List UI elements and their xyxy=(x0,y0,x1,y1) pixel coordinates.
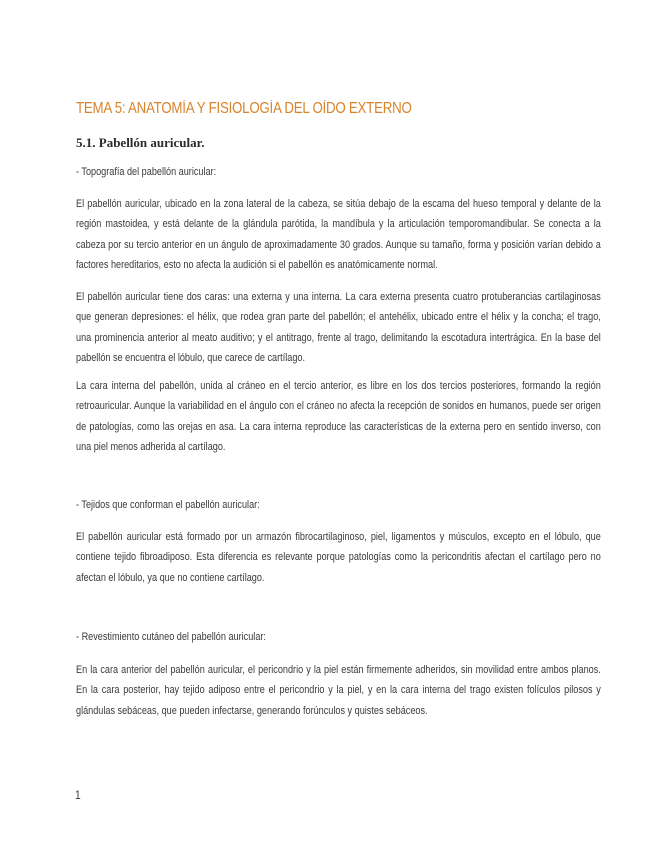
paragraph-block-caras xyxy=(76,287,601,369)
document-title: TEMA 5: ANATOMÍA Y FISIOLOGÍA DEL OÍDO EXTERNO xyxy=(76,100,412,117)
paragraph-block-cara-interna xyxy=(76,376,601,458)
paragraph-block-topografia xyxy=(76,194,601,276)
paragraph-block-tejidos xyxy=(76,527,601,588)
paragraph: En la cara anterior del pabellón auricular, el pericondrio y la piel están firmemente adheridos, sin movilidad entre ambos planos. En la cara posterior, hay tejido adiposo entre el pericondrio y la piel, y en la cara interna del trago existen folículos pilosos y glándulas sebáceas, que pueden infectarse, generando forúnculos y quistes sebáceos. xyxy=(76,664,601,717)
paragraph: El pabellón auricular tiene dos caras: una externa y una interna. La cara externa presenta cuatro protuberancias cartilaginosas que generan depresiones: el hélix, que rodea gran parte del pabellón; el antehélix, ubicado entre el hélix y la concha; el trago, una prominencia anterior al meato auditivo; y el antitrago, frente al trago, delimitando la escotadura intertrágica. En la base del pabellón se encuentra el lóbulo, que carece de cartílago. xyxy=(76,291,601,365)
section-heading: 5.1. Pabellón auricular. xyxy=(76,135,205,150)
paragraph: La cara interna del pabellón, unida al cráneo en el tercio anterior, es libre en los dos tercios posteriores, formando la región retroauricular. Aunque la variabilidad en el ángulo con el cráneo no afecta la recepción de sonidos en humanos, puede ser origen de patologías, como las orejas en asa. La cara interna reproduce las características de la externa pero en sentido inverso, con una piel menos adherida al cartílago. xyxy=(76,380,601,454)
subsection-heading-topografia: - Topografía del pabellón auricular: xyxy=(76,166,217,178)
page-number: 1 xyxy=(75,788,81,802)
paragraph: El pabellón auricular, ubicado en la zona lateral de la cabeza, se sitúa debajo de la escama del hueso temporal y delante de la región mastoidea, y está delante de la glándula parótida, la mandíbula y la articulación temporomandibular. Se conecta a la cabeza por su tercio anterior en un ángulo de aproximadamente 30 grados. Aunque su tamaño, forma y posición varían debido a factores hereditarios, esto no afecta la audición si el pabellón es anatómicamente normal. xyxy=(76,198,601,272)
subsection-heading-revestimiento: - Revestimiento cutáneo del pabellón auricular: xyxy=(76,631,266,643)
subsection-heading-tejidos: - Tejidos que conforman el pabellón auricular: xyxy=(76,499,260,511)
paragraph: El pabellón auricular está formado por un armazón fibrocartilaginoso, piel, ligamentos y músculos, excepto en el lóbulo, que contiene tejido fibroadiposo. Esta diferencia es relevante porque patologías como la pericondritis afectan el cartílago pero no afectan el lóbulo, ya que no contiene cartílago. xyxy=(76,531,601,584)
paragraph-block-revestimiento xyxy=(76,660,601,721)
